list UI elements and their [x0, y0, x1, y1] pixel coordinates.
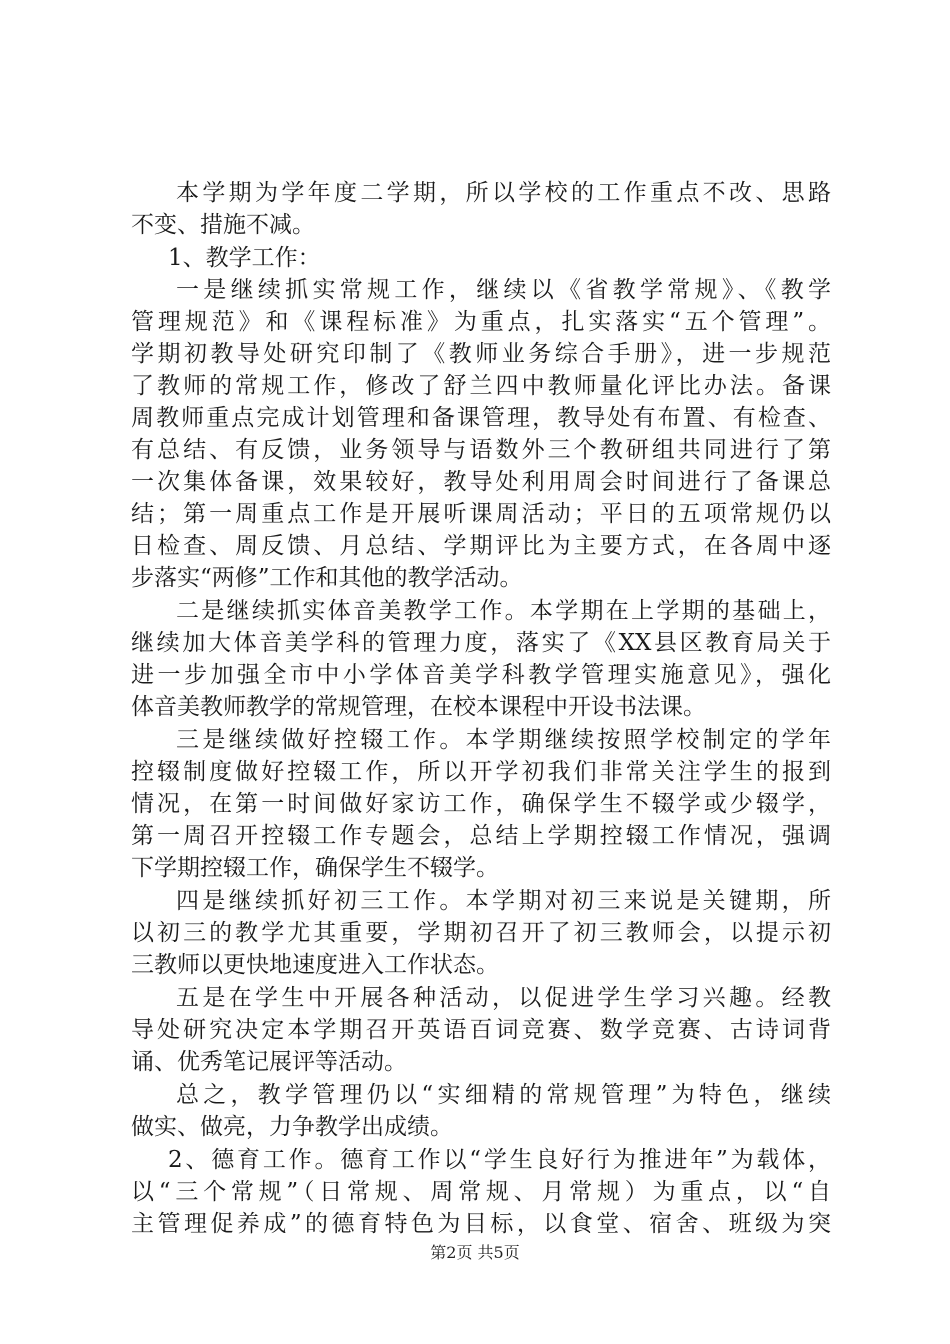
paragraph-line: 本学期为学年度二学期，所以学校的工作重点不改、思路: [176, 180, 831, 206]
paragraph-line: 学期初教导处研究印制了《教师业务综合手册》，进一步规范: [131, 341, 831, 367]
paragraph-line: 日检查、周反馈、月总结、学期评比为主要方式，在各周中逐: [131, 533, 831, 559]
paragraph-line: 进一步加强全市中小学体音美学科教学管理实施意见》，强化: [131, 662, 831, 688]
section-heading: 1、教学工作：: [168, 245, 321, 271]
paragraph-line: 第一周召开控辍工作专题会，总结上学期控辍工作情况，强调: [131, 823, 831, 849]
paragraph-line: 结；第一周重点工作是开展听课周活动；平日的五项常规仍以: [131, 501, 831, 527]
paragraph-line: 五是在学生中开展各种活动，以促进学生学习兴趣。经教: [176, 985, 831, 1011]
paragraph-line: 四是继续抓好初三工作。本学期对初三来说是关键期，所: [176, 888, 831, 914]
paragraph-line: 体音美教师教学的常规管理，在校本课程中开设书法课。: [131, 694, 706, 720]
paragraph-line: 有总结、有反馈，业务领导与语数外三个教研组共同进行了第: [131, 437, 831, 463]
paragraph-line: 下学期控辍工作，确保学生不辍学。: [131, 855, 499, 881]
paragraph-line: 控辍制度做好控辍工作，所以开学初我们非常关注学生的报到: [131, 759, 831, 785]
paragraph-line: 以“三个常规”（日常规、周常规、月常规）为重点，以“自: [131, 1179, 831, 1205]
paragraph-line: 做实、做亮，力争教学出成绩。: [131, 1114, 453, 1140]
paragraph-line: 导处研究决定本学期召开英语百词竞赛、数学竞赛、古诗词背: [131, 1017, 831, 1043]
paragraph-line: 主管理促养成”的德育特色为目标，以食堂、宿舍、班级为突: [131, 1211, 831, 1237]
paragraph-line: 情况，在第一时间做好家访工作，确保学生不辍学或少辍学，: [131, 791, 831, 817]
paragraph-line: 二是继续抓实体音美教学工作。本学期在上学期的基础上，: [176, 598, 831, 624]
paragraph-line: 周教师重点完成计划管理和备课管理，教导处有布置、有检查、: [131, 405, 831, 431]
paragraph-line: 总之，教学管理仍以“实细精的常规管理”为特色，继续: [176, 1082, 831, 1108]
paragraph-line: 诵、优秀笔记展评等活动。: [131, 1049, 407, 1075]
section-heading: 2、德育工作。德育工作以“学生良好行为推进年”为载体，: [168, 1147, 831, 1173]
page-number-footer: 第2页 共5页: [430, 1243, 520, 1262]
paragraph-line: 了教师的常规工作，修改了舒兰四中教师量化评比办法。备课: [131, 373, 831, 399]
paragraph-line: 三教师以更快地速度进入工作状态。: [131, 952, 499, 978]
paragraph-line: 继续加大体音美学科的管理力度，落实了《XX县区教育局关于: [131, 630, 831, 656]
paragraph-line: 一次集体备课，效果较好，教导处利用周会时间进行了备课总: [131, 469, 831, 495]
paragraph-line: 不变、措施不减。: [131, 212, 315, 238]
paragraph-line: 步落实“两修”工作和其他的教学活动。: [131, 565, 523, 591]
paragraph-line: 三是继续做好控辍工作。本学期继续按照学校制定的学年: [176, 727, 831, 753]
paragraph-line: 管理规范》和《课程标准》为重点，扎实落实“五个管理”。: [131, 309, 831, 335]
paragraph-line: 一是继续抓实常规工作，继续以《省教学常规》、《教学: [176, 277, 831, 303]
paragraph-line: 以初三的教学尤其重要，学期初召开了初三教师会，以提示初: [131, 920, 831, 946]
